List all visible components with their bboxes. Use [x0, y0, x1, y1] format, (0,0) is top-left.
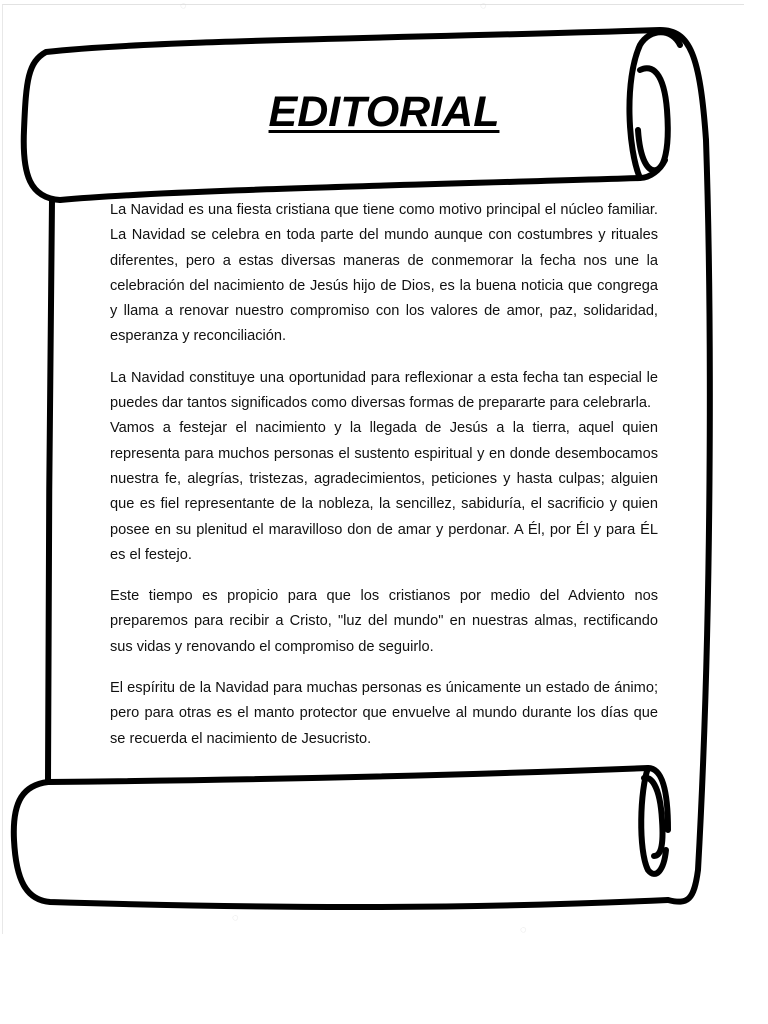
- editorial-body: [110, 198, 658, 752]
- watermark: ◌: [480, 0, 487, 12]
- paragraph: La Navidad constituye una oportunidad para reflexionar a esta fecha tan especial le puedes dar tantos significados como diversas formas de prepararte para celebrarla.: [110, 369, 658, 412]
- watermark: ◌: [180, 0, 187, 12]
- paragraph: Vamos a festejar el nacimiento y la llegada de Jesús a la tierra, aquel quien representa para muchos personas el sustento espiritual y en donde desembocamos nuestra fe, alegrías, tristezas, agradecimientos, peticiones y hasta culpas; alguien que es fiel representante de la nobleza, la sencillez, sabiduría, el sacrificio y quien posee en su plenitud el maravilloso don de amar y perdonar. A Él, por Él y para ÉL es el festejo.: [110, 420, 658, 563]
- paragraph: La Navidad es una fiesta cristiana que tiene como motivo principal el núcleo familiar. La Navidad se celebra en toda parte del mundo aunque con costumbres y rituales diferentes, pero a estas diversas maneras de conmemorar la fecha nos une la celebración del nacimiento de Jesús hijo de Dios, es la buena noticia que congrega y llama a renovar nuestro compromiso con los valores de amor, paz, solidaridad, esperanza y reconciliación.: [110, 202, 658, 345]
- paragraph: El espíritu de la Navidad para muchas personas es únicamente un estado de ánimo; pero para otras es el manto protector que envuelve al mundo durante los días que se recuerda el nacimiento de Jesucristo.: [110, 680, 658, 747]
- watermark: ◌: [232, 912, 239, 924]
- page-title: EDITORIAL: [268, 88, 500, 136]
- watermark: ◌: [520, 924, 527, 936]
- paragraph: Este tiempo es propicio para que los cristianos por medio del Adviento nos preparemos para recibir a Cristo, "luz del mundo" en nuestras almas, rectificando sus vidas y renovando el compromiso de seguirlo.: [110, 588, 658, 655]
